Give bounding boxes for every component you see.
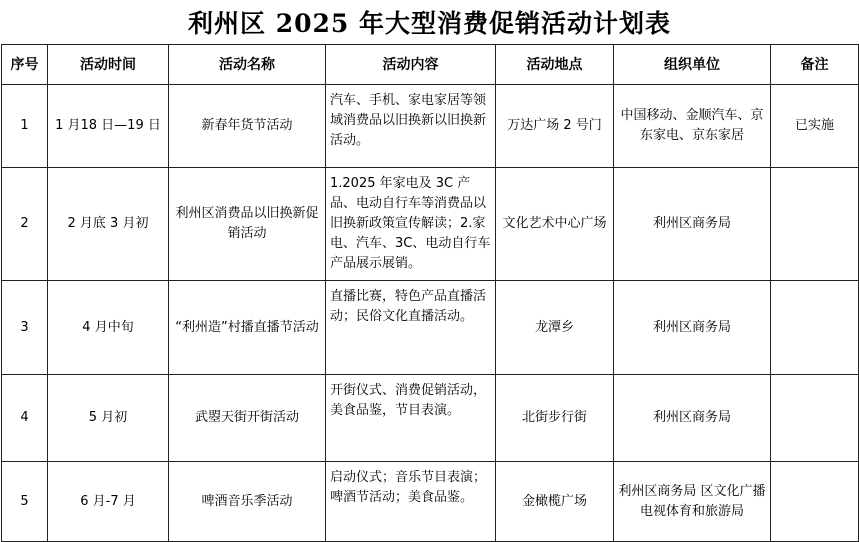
cell-remark <box>771 281 859 375</box>
header-content: 活动内容 <box>326 45 496 85</box>
cell-time: 6 月-7 月 <box>48 462 169 542</box>
cell-location: 万达广场 2 号门 <box>496 85 614 168</box>
cell-organizer: 利州区商务局 <box>614 168 771 281</box>
cell-location: 北街步行街 <box>496 375 614 462</box>
cell-organizer: 利州区商务局 区文化广播电视体育和旅游局 <box>614 462 771 542</box>
cell-name: “利州造”村播直播节活动 <box>169 281 326 375</box>
table-row <box>2 375 859 462</box>
cell-location: 文化艺术中心广场 <box>496 168 614 281</box>
table-row <box>2 281 859 375</box>
header-remark: 备注 <box>771 45 859 85</box>
plan-table <box>1 44 859 542</box>
header-row <box>2 45 859 85</box>
cell-content: 开街仪式、消费促销活动，美食品鉴，节目表演。 <box>326 375 496 462</box>
cell-content: 1.2025 年家电及 3C 产品、电动自行车等消费品以旧换新政策宣传解读；2.家电、汽车、3C、电动自行车产品展示展销。 <box>326 168 496 281</box>
cell-time: 2 月底 3 月初 <box>48 168 169 281</box>
header-time: 活动时间 <box>48 45 169 85</box>
header-location: 活动地点 <box>496 45 614 85</box>
cell-remark <box>771 375 859 462</box>
cell-time: 1 月18 日—19 日 <box>48 85 169 168</box>
cell-remark <box>771 168 859 281</box>
cell-name: 利州区消费品以旧换新促销活动 <box>169 168 326 281</box>
cell-name: 新春年货节活动 <box>169 85 326 168</box>
cell-name: 武曌天街开街活动 <box>169 375 326 462</box>
header-organizer: 组织单位 <box>614 45 771 85</box>
cell-organizer: 中国移动、金顺汽车、京东家电、京东家居 <box>614 85 771 168</box>
cell-content: 汽车、手机、家电家居等领域消费品以旧换新以旧换新活动。 <box>326 85 496 168</box>
cell-location: 金橄榄广场 <box>496 462 614 542</box>
cell-remark: 已实施 <box>771 85 859 168</box>
cell-location: 龙潭乡 <box>496 281 614 375</box>
table-row <box>2 168 859 281</box>
document-title: 利州区 2025 年大型消费促销活动计划表 <box>188 9 671 38</box>
cell-organizer: 利州区商务局 <box>614 281 771 375</box>
cell-remark <box>771 462 859 542</box>
cell-organizer: 利州区商务局 <box>614 375 771 462</box>
cell-seq: 4 <box>2 375 48 462</box>
cell-seq: 5 <box>2 462 48 542</box>
cell-seq: 1 <box>2 85 48 168</box>
header-seq: 序号 <box>2 45 48 85</box>
cell-time: 4 月中旬 <box>48 281 169 375</box>
table-row <box>2 462 859 542</box>
table-row <box>2 85 859 168</box>
cell-content: 启动仪式；音乐节目表演；啤酒节活动；美食品鉴。 <box>326 462 496 542</box>
header-name: 活动名称 <box>169 45 326 85</box>
cell-name: 啤酒音乐季活动 <box>169 462 326 542</box>
cell-seq: 2 <box>2 168 48 281</box>
cell-content: 直播比赛，特色产品直播活动；民俗文化直播活动。 <box>326 281 496 375</box>
cell-seq: 3 <box>2 281 48 375</box>
cell-time: 5 月初 <box>48 375 169 462</box>
